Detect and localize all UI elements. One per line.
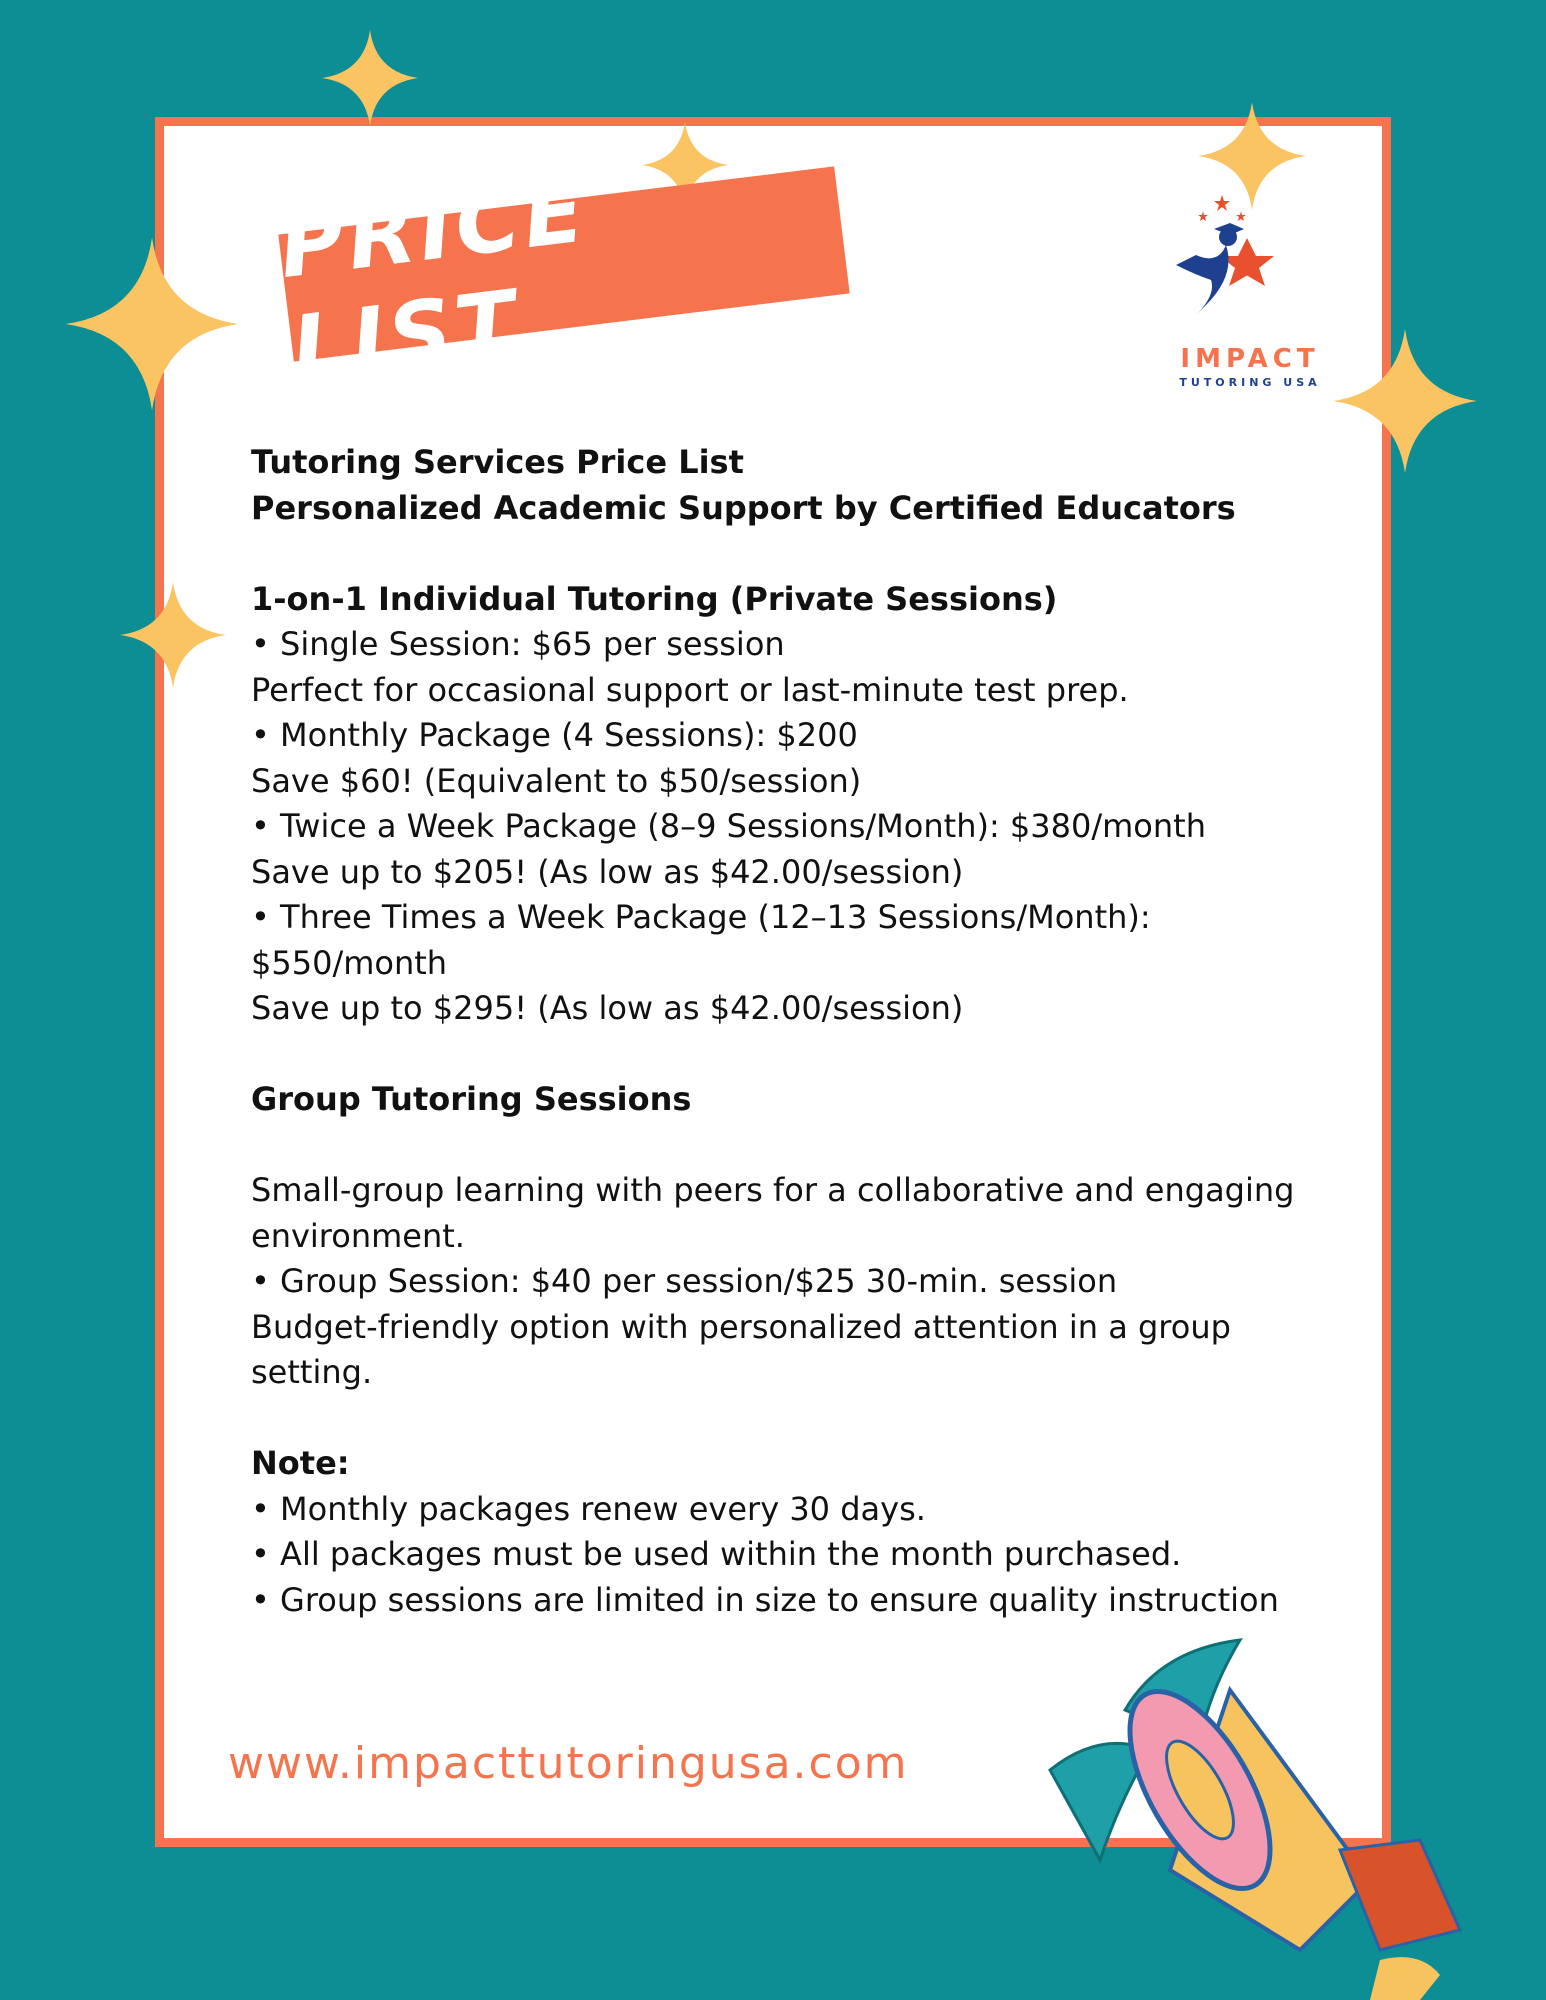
star-icon	[1236, 211, 1246, 221]
star-icon	[1214, 195, 1230, 211]
group-session-desc-1: Budget-friendly option with personalized attention in a group	[251, 1307, 1231, 1346]
price-list-banner	[273, 158, 849, 401]
sparkle-icon	[320, 28, 420, 128]
monthly-package-desc: Save $60! (Equivalent to $50/session)	[251, 761, 862, 800]
single-session-desc: Perfect for occasional support or last-minute test prep.	[251, 670, 1129, 709]
banner-title: PRICE LIST	[273, 158, 594, 401]
sparkle-icon	[118, 580, 228, 690]
three-week-price: $550/month	[251, 943, 448, 982]
megaphone-icon	[1040, 1630, 1500, 2000]
sparkle-icon	[62, 234, 242, 414]
three-week-item: • Three Times a Week Package (12–13 Sessions/Month):	[251, 898, 1151, 936]
individual-heading: 1-on-1 Individual Tutoring (Private Sessions)	[251, 579, 1058, 618]
graduate-icon	[1176, 245, 1229, 315]
monthly-package-item: • Monthly Package (4 Sessions): $200	[251, 716, 858, 754]
website-link[interactable]: www.impacttutoringusa.com	[228, 1738, 909, 1789]
note-heading: Note:	[251, 1444, 350, 1482]
note-item-2: • All packages must be used within the month purchased.	[251, 1535, 1182, 1573]
three-week-desc: Save up to $295! (As low as $42.00/session)	[251, 989, 964, 1027]
group-desc-line-2: environment.	[251, 1216, 465, 1255]
group-session-item: • Group Session: $40 per session/$25 30-min. session	[251, 1262, 1118, 1300]
price-list-content	[251, 440, 1321, 1623]
group-heading: Group Tutoring Sessions	[251, 1080, 692, 1118]
sparkle-icon	[1330, 326, 1480, 476]
group-desc-line-1: Small-group learning with peers for a collaborative and engaging	[251, 1171, 1295, 1209]
logo-name: IMPACT	[1180, 344, 1320, 374]
document-title: Tutoring Services Price List	[251, 443, 744, 481]
star-icon	[1198, 211, 1208, 221]
single-session-item: • Single Session: $65 per session	[251, 625, 785, 663]
note-item-3: • Group sessions are limited in size to ensure quality instruction	[251, 1580, 1279, 1619]
note-item-1: • Monthly packages renew every 30 days.	[251, 1489, 926, 1528]
logo-subtitle: TUTORING USA	[1179, 376, 1321, 389]
twice-week-desc: Save up to $205! (As low as $42.00/session)	[251, 852, 964, 891]
group-session-desc-2: setting.	[251, 1353, 373, 1391]
twice-week-item: • Twice a Week Package (8–9 Sessions/Month): $380/month	[251, 807, 1206, 845]
document-subtitle: Personalized Academic Support by Certified Educators	[251, 488, 1236, 527]
